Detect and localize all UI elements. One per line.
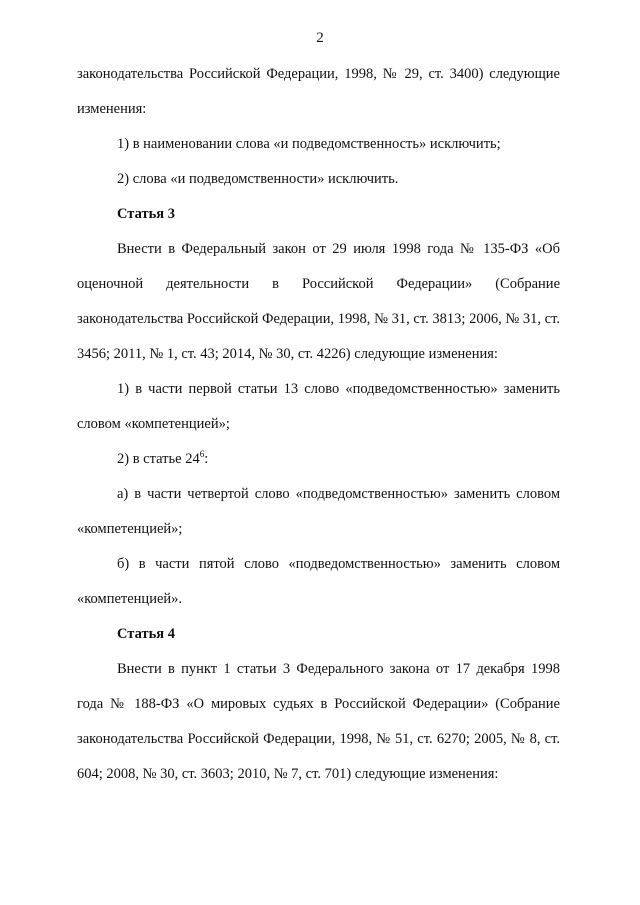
paragraph-continuation: законодательства Российской Федерации, 1998, № 29, ст. 3400) следующие [77,66,560,82]
article-3-subitem-b: б) в части пятой слово «подведомственностью» заменить словом «компетенцией». [77,556,560,607]
article-3-item-2-text: 2) в статье 24 [117,451,200,467]
superscript: 6 [199,449,205,459]
page-number: 2 [316,30,324,46]
article-3-subitem-a: а) в части четвертой слово «подведомственностью» заменить словом «компетенцией»; [77,486,560,537]
article-3-item-2 [77,442,560,477]
article-4-heading: Статья 4 [117,626,175,642]
document-body [77,57,560,792]
paragraph-item-2: 2) слова «и подведомственности» исключить. [117,171,399,187]
paragraph-continuation-end: изменения: [77,101,147,117]
paragraph-item-1: 1) в наименовании слова «и подведомственность» исключить; [117,136,501,152]
article-3-intro: Внести в Федеральный закон от 29 июля 1998 года № 135-ФЗ «Об оценочной деятельности в Российской Федерации» (Собрание законодательства Российской Федерации, 1998, № 31, ст. 3813; 2006, № 31, ст. 3456; 2011, № 1, ст. 43; 2014, № 30, ст. 4226) следующие изменения: [77,241,560,362]
article-3-item-2-colon: : [204,451,209,467]
article-3-heading: Статья 3 [117,206,175,222]
article-3-item-1: 1) в части первой статьи 13 слово «подведомственностью» заменить словом «компетенцией»; [77,381,560,432]
article-4-intro: Внести в пункт 1 статьи 3 Федерального закона от 17 декабря 1998 года № 188-ФЗ «О мировых судьях в Российской Федерации» (Собрание законодательства Российской Федерации, 1998, № 51, ст. 6270; 2005, № 8, ст. 604; 2008, № 30, ст. 3603; 2010, № 7, ст. 701) следующие изменения: [77,661,560,782]
